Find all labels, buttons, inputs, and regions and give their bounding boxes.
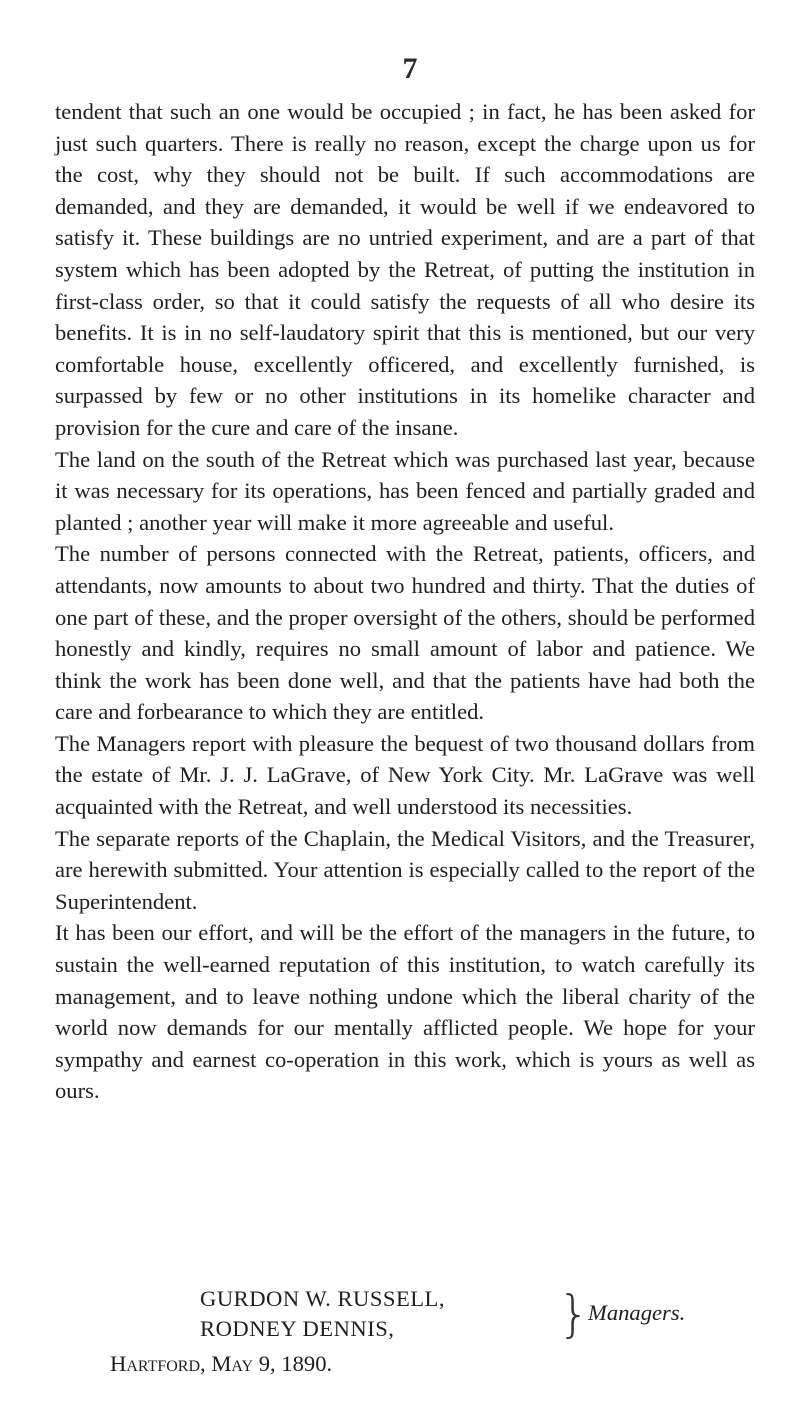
signatory-name: RODNEY DENNIS, (200, 1316, 395, 1341)
signatory-name: GURDON W. RUSSELL, (200, 1286, 446, 1311)
body-text (55, 96, 755, 1107)
signature-block (200, 1284, 740, 1348)
signatory-role: Managers. (588, 1300, 686, 1325)
signatory-names (200, 1284, 445, 1344)
paragraph: tendent that such an one would be occupied ; in fact, he has been asked for just such quarters. There is really no reason, except the charge upon us for the cost, why they should not be built. If such accommodations are demanded, and they are demanded, it would be well if we endeavored to satisfy it. These buildings are no untried experiment, and are a part of that system which has been adopted by the Retreat, of putting the institution in first-class order, so that it could satisfy the requests of all who desire its benefits. It is in no self-laudatory spirit that this is mentioned, but our very comfortable house, excellently officered, and excellently furnished, is surpassed by few or no other institutions in its homelike character and provision for the cure and care of the insane. (55, 99, 755, 440)
paragraph: The separate reports of the Chaplain, the Medical Visitors, and the Treasurer, are herewith submitted. Your attention is especially called to the report of the Superintendent. (55, 825, 755, 914)
paragraph: The Managers report with pleasure the bequest of two thousand dollars from the estate of Mr. J. J. LaGrave, of New York City. Mr. LaGrave was well acquainted with the Retreat, and well understood its necessities. (55, 730, 755, 820)
page-number: 7 (402, 52, 418, 85)
paragraph: The land on the south of the Retreat which was purchased last year, because it was necessary for its operations, has been fenced and partially graded and planted ; another year will make it more agreeable and useful. (55, 446, 755, 535)
paragraph: The number of persons connected with the Retreat, patients, officers, and attendants, now amounts to about two hundred and thirty. That the duties of one part of these, and the proper oversight of the others, should be performed honestly and kindly, requires no small amount of labor and patience. We think the work has been done well, and that the patients have had both the care and forbearance to which they are entitled. (55, 541, 755, 725)
paragraph: It has been our effort, and will be the effort of the managers in the future, to sustain the well-earned reputation of this institution, to watch carefully its management, and to leave nothing undone which the liberal charity of the world now demands for our mentally afflicted people. We hope for your sympathy and earnest co-operation in this work, which is yours as well as ours. (55, 920, 755, 1104)
dateline: Hartford, May 9, 1890. (110, 1351, 333, 1376)
brace-icon: } (558, 1285, 590, 1343)
